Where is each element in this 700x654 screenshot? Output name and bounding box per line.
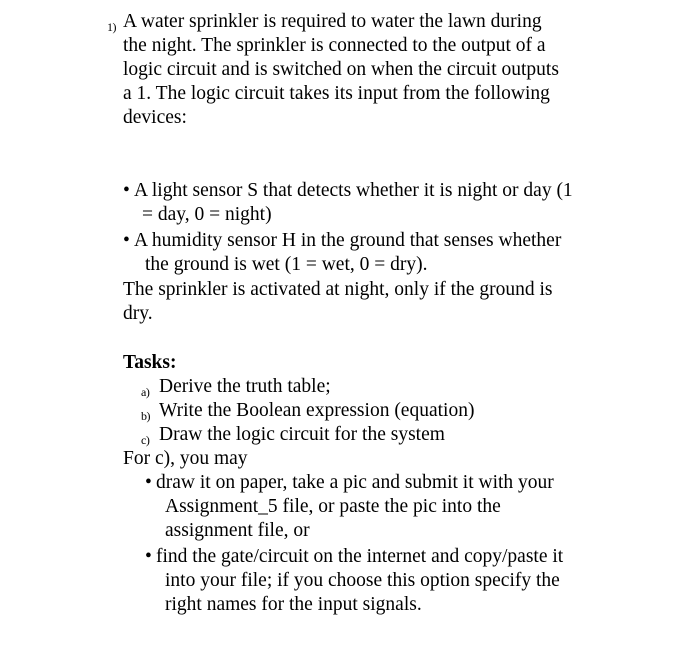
task-marker: c) [141, 433, 150, 447]
device-line: A light sensor S that detects whether it is night or day (1 [134, 180, 573, 201]
option-line: draw it on paper, take a pic and submit it with your [156, 472, 554, 493]
device-line: = day, 0 = night) [142, 204, 272, 225]
activation-line: dry. [123, 303, 153, 324]
device-line: A humidity sensor H in the ground that senses whether [134, 230, 562, 251]
task-text: Draw the logic circuit for the system [159, 424, 445, 445]
task-marker: a) [141, 385, 150, 399]
intro-line: logic circuit and is switched on when the circuit outputs [123, 59, 559, 80]
question-number: 1) [107, 20, 116, 34]
task-marker: b) [141, 409, 150, 423]
option-line: assignment file, or [165, 520, 310, 541]
tasks-heading: Tasks: [123, 352, 177, 373]
bullet-icon: • [145, 472, 152, 493]
bullet-icon: • [123, 230, 130, 251]
task-text: Write the Boolean expression (equation) [159, 400, 475, 421]
bullet-icon: • [145, 546, 152, 567]
option-line: find the gate/circuit on the internet and copy/paste it [156, 546, 564, 567]
option-line: right names for the input signals. [165, 594, 422, 615]
intro-line: devices: [123, 107, 187, 128]
option-line: into your file; if you choose this option specify the [165, 570, 560, 591]
option-line: Assignment_5 file, or paste the pic into the [165, 496, 501, 517]
options-intro: For c), you may [123, 448, 248, 469]
device-line: the ground is wet (1 = wet, 0 = dry). [145, 254, 428, 275]
bullet-icon: • [123, 180, 130, 201]
intro-line: the night. The sprinkler is connected to the output of a [123, 35, 546, 56]
activation-line: The sprinkler is activated at night, only if the ground is [123, 279, 553, 300]
task-text: Derive the truth table; [159, 376, 331, 397]
intro-line: a 1. The logic circuit takes its input from the following [123, 83, 550, 104]
intro-line: A water sprinkler is required to water the lawn during [123, 11, 542, 32]
